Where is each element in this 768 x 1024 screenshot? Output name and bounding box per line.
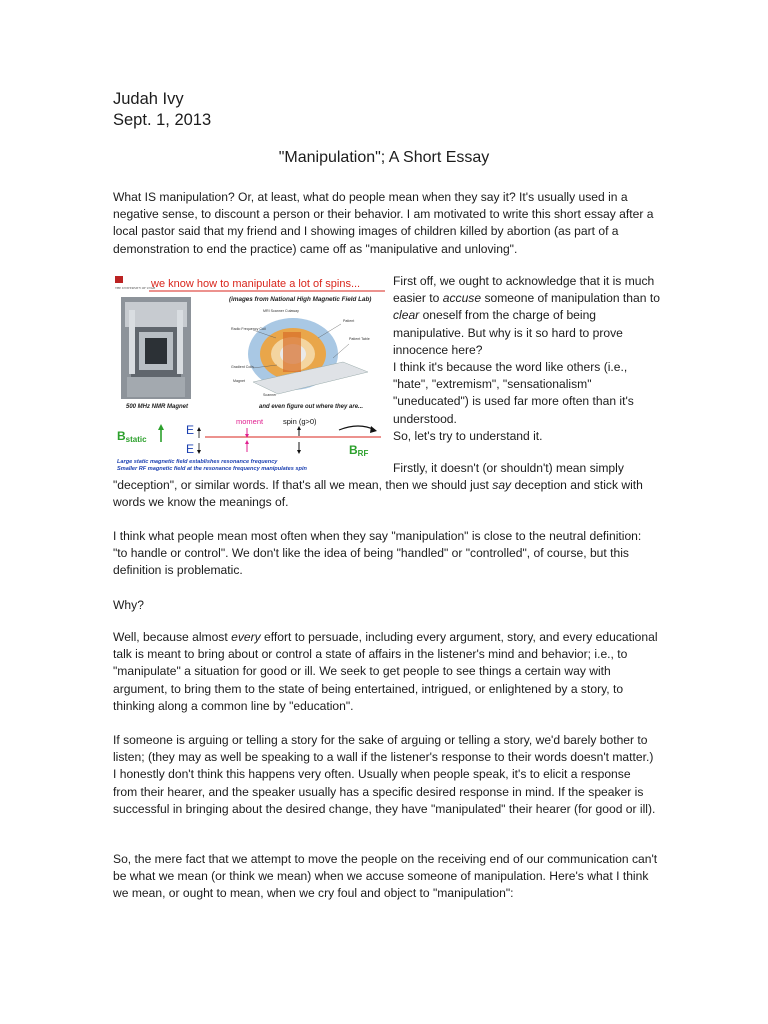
author-block [113, 89, 211, 131]
understand-line: So, let's try to understand it. [393, 428, 543, 443]
nmr-magnet-photo [121, 297, 191, 399]
if-someone-paragraph: If someone is arguing or telling a story for the sake of arguing or telling a story, we'd barely bother to listen; (they may as well be speaking to a wall if the listener's response to their words doesn't matter.) I honestly don't think this happens very often. Usually when people speak, it's to elicit a response from their hearer, and the speaker usually has a specific desired response in mind. If the speaker is successful in bringing about the desired change, they have "manipulated" their hearer (for good or ill). [113, 733, 656, 816]
university-name: THE UNIVERSITY OF UTAH [115, 286, 156, 290]
firstly-first-line: Firstly, it doesn't (or shouldn't) mean simply [393, 461, 624, 475]
essay-date: Sept. 1, 2013 [113, 111, 212, 129]
figure-headline: we know how to manipulate a lot of spins... [151, 278, 361, 290]
university-logo [115, 276, 156, 290]
label-patient: Patient [343, 319, 355, 323]
nmr-figure-graphic [113, 272, 387, 472]
cutaway-caption: and even figure out where they are... [259, 404, 364, 410]
word-usage-paragraph: I think it's because the word like others (i.e., "hate", "extremism", "sensationalism" "uneducated") is used far more often than it's understood. [393, 360, 634, 426]
definition-paragraph: I think what people mean most often when they say "manipulation" is close to the neutral definition: "to handle or control". We don't like the idea of being "handled" or "controlled", of course, but this definition is problematic. [113, 529, 642, 578]
label-gradient-coils: Gradient Coils [231, 365, 254, 369]
label-magnet: Magnet [233, 379, 245, 383]
why-paragraph: Why? [113, 598, 144, 612]
label-rf-coil: Radio Frequency Coil [231, 327, 266, 331]
label-scanner: Scanner [263, 393, 277, 397]
author-name: Judah Ivy [113, 90, 184, 108]
moment-label: moment [236, 417, 264, 426]
figure-caption-line1: Large static magnetic field establishes resonance frequency [117, 459, 278, 465]
energy-label-lower: E [186, 442, 195, 456]
firstly-continuation: "deception", or similar words. If that's all we mean, then we should just say deception and stick with words we know the meanings of. [113, 478, 643, 510]
so-paragraph: So, the mere fact that we attempt to move the people on the receiving end of our communication can't be what we mean (or think we mean) when we accuse someone of manipulation. Here's what I think we mean, or ought to mean, when we cry foul and object to "manipulation": [113, 852, 658, 901]
spin-label: spin (g>0) [283, 417, 317, 426]
mri-cutaway-drawing [231, 309, 370, 397]
intro-paragraph: What IS manipulation? Or, at least, what do people mean when they say it? It's usually used in a negative sense, to discount a person or their behavior. I am motivated to write this short essay after a local pastor said that my friend and I showing images of children killed by abortion (as part of a demonstration to end the practice) came off as "manipulative and unloving". [113, 190, 654, 256]
figure-credit: (images from National High Magnetic Field Lab) [229, 296, 372, 303]
scanner-label: MRI Scanner Cutaway [263, 309, 299, 313]
essay-title: "Manipulation"; A Short Essay [278, 149, 490, 166]
b-rf-label: BRF [349, 443, 369, 458]
magnet-caption: 500 MHz NMR Magnet [126, 404, 189, 410]
b-rf-arrow [339, 426, 375, 430]
accuse-paragraph: First off, we ought to acknowledge that it is much easier to accuse someone of manipulation than to clear oneself from the charge of being manipulative. But why is it so hard to prove innocence here? [393, 274, 660, 357]
nmr-figure [113, 272, 387, 472]
well-paragraph: Well, because almost every effort to persuade, including every argument, story, and every educational talk is meant to bring about or control a state of affairs in the listener's mind and behavior; i.e., to "manipulate" a situation for good or ill. We seek to get people to see things a certain way with argument, to bring them to the state of being entertained, intrigued, or enlightened by a story, to thinking along a common line by "education". [113, 630, 658, 713]
b-static-label: Bstatic [117, 429, 147, 444]
label-patient-table: Patient Table [349, 337, 370, 341]
right-column-text [393, 273, 663, 445]
energy-label-upper: E [186, 423, 195, 437]
figure-caption-line2: Smaller RF magnetic field at the resonance frequency manipulates spin [117, 466, 307, 472]
